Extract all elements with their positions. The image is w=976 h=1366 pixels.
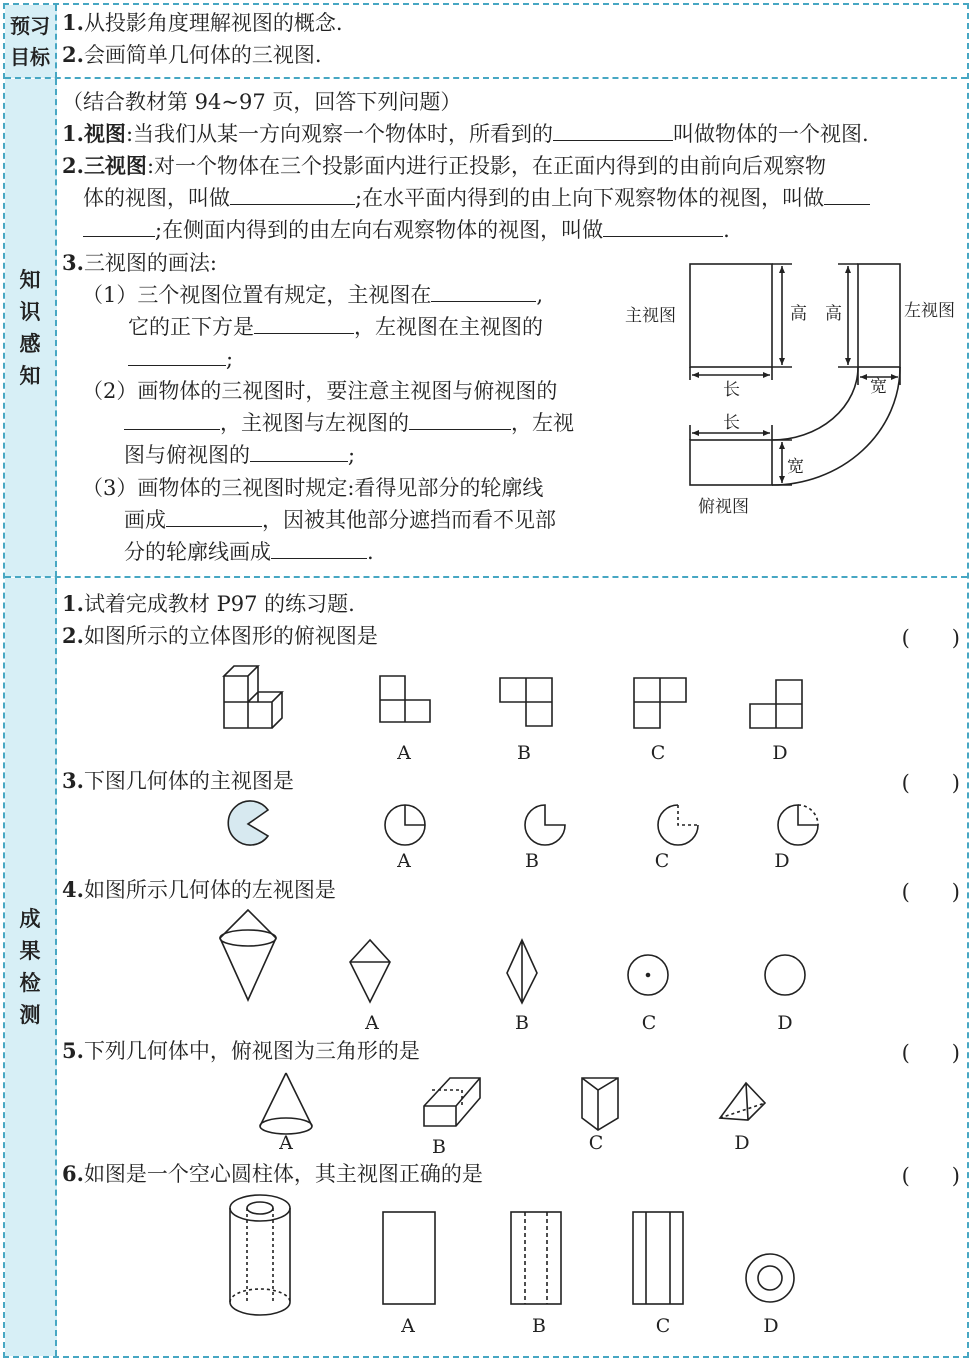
option-label: D <box>772 742 788 764</box>
q-text: ，左视图在主视图的 <box>354 315 543 339</box>
q-text: 试着完成教材 P97 的练习题. <box>83 592 355 616</box>
q-text: 如图是一个空心圆柱体，其主视图正确的是 <box>83 1162 483 1186</box>
knowledge-intro: （结合教材第 94~97 页，回答下列问题） <box>62 90 462 114</box>
q-text: 体的视图，叫做 <box>83 186 230 210</box>
goal-num: 1. <box>62 10 84 35</box>
q-text: :对一个物体在三个投影面内进行正投影，在正面内得到的由前向后观察物 <box>146 154 827 178</box>
option-label: A <box>397 742 411 764</box>
answer-blank[interactable] <box>166 506 262 527</box>
goal-text: 从投影角度理解视图的概念. <box>83 11 343 35</box>
option-label: C <box>655 1315 671 1337</box>
knowledge-q1 <box>62 120 869 148</box>
q-text: 下图几何体的主视图是 <box>83 769 294 793</box>
q6-figures <box>228 1190 808 1320</box>
q-num: 3. <box>62 768 84 793</box>
answer-blank[interactable] <box>824 184 870 205</box>
knowledge-q2-cont <box>83 184 870 212</box>
knowledge-q3-p1-cont: ; <box>128 345 233 373</box>
q-num: 3. <box>62 250 84 275</box>
answer-blank[interactable] <box>271 538 367 559</box>
option-label: B <box>525 850 539 872</box>
option-label: C <box>654 850 670 872</box>
q5-figures <box>250 1068 790 1138</box>
knowledge-q3-p3: （3）画物体的三视图时规定:看得见部分的轮廓线 <box>82 476 544 500</box>
q-text: 叫做物体的一个视图. <box>673 122 869 146</box>
knowledge-q3-p1-cont <box>128 313 543 341</box>
q-text: ，因被其他部分遮挡而看不见部 <box>262 508 556 532</box>
q-text: 画成 <box>124 508 166 532</box>
q-num: 5. <box>62 1038 84 1063</box>
knowledge-label-text: 知识感知 <box>19 268 41 388</box>
q-text: 它的正下方是 <box>128 315 254 339</box>
top-view-label: 俯视图 <box>698 497 749 517</box>
q-text: ;在侧面内得到的由左向右观察物体的视图，叫做 <box>155 218 604 242</box>
q-text: . <box>723 218 730 242</box>
q-text: 下列几何体中，俯视图为三角形的是 <box>83 1039 420 1063</box>
option-label: C <box>588 1132 604 1154</box>
q-num: 4. <box>62 877 84 902</box>
option-label: C <box>650 742 666 764</box>
q-text: ;在水平面内得到的由上向下观察物体的视图，叫做 <box>355 186 825 210</box>
q4-figures <box>215 905 815 1005</box>
option-label: D <box>777 1012 793 1034</box>
answer-blank[interactable] <box>230 184 355 205</box>
q-text: ，主视图与左视图的 <box>220 411 409 435</box>
answer-blank[interactable] <box>409 409 511 430</box>
knowledge-q3-p2: （2）画物体的三视图时，要注意主视图与俯视图的 <box>82 379 558 403</box>
check-q1 <box>62 590 355 618</box>
knowledge-label <box>5 79 57 577</box>
q-num: 6. <box>62 1161 84 1186</box>
q-num: 2. <box>62 153 84 178</box>
answer-blank[interactable] <box>83 216 155 237</box>
answer-paren[interactable]: ( ) <box>901 1041 960 1065</box>
q-term: 视图 <box>83 121 126 146</box>
option-label: B <box>532 1315 546 1337</box>
answer-paren[interactable]: ( ) <box>901 771 960 795</box>
answer-blank[interactable] <box>124 409 220 430</box>
goal-item <box>62 41 322 69</box>
front-view-rect <box>690 264 772 367</box>
q-term: 三视图 <box>83 153 147 178</box>
length-label: 长 <box>723 380 740 400</box>
height-label: 高 <box>790 304 807 324</box>
goals-label <box>5 5 57 78</box>
option-label: D <box>763 1315 779 1337</box>
knowledge-q3-p3-cont: 分的轮廓线画成 . <box>124 540 374 564</box>
answer-blank[interactable] <box>128 345 226 366</box>
q-text: 图与俯视图的 <box>124 443 250 467</box>
option-label: A <box>279 1132 293 1154</box>
answer-paren[interactable]: ( ) <box>901 626 960 650</box>
answer-blank[interactable] <box>553 120 673 141</box>
check-q3 <box>62 767 294 795</box>
section-divider <box>5 77 967 79</box>
side-view-rect <box>858 264 900 367</box>
knowledge-q3-p1: （1）三个视图位置有规定，主视图在 , <box>82 283 544 307</box>
option-label: B <box>432 1136 446 1158</box>
q-text: 分的轮廓线画成 <box>124 540 271 564</box>
answer-blank[interactable] <box>431 281 536 302</box>
check-q5 <box>62 1037 420 1065</box>
q-text: ，左视 <box>511 411 574 435</box>
goals-label-text: 预习目标 <box>10 13 50 69</box>
answer-paren[interactable]: ( ) <box>901 1164 960 1188</box>
knowledge-q3 <box>62 249 217 277</box>
top-view-rect <box>690 440 772 485</box>
option-label: C <box>641 1012 657 1034</box>
knowledge-q3-p2-cont <box>124 409 574 437</box>
option-label: A <box>365 1012 379 1034</box>
q-text: :当我们从某一方向观察一个物体时，所看到的 <box>125 122 554 146</box>
q-text: （1）三个视图位置有规定，主视图在 <box>82 283 432 307</box>
length-label: 长 <box>723 413 740 433</box>
check-q2 <box>62 622 378 650</box>
knowledge-q3-p2-cont: 图与俯视图的 ; <box>124 443 356 467</box>
height-label: 高 <box>825 304 842 324</box>
check-label-text: 成果检测 <box>19 907 41 1027</box>
check-q6 <box>62 1160 483 1188</box>
option-label: D <box>774 850 790 872</box>
answer-blank[interactable] <box>603 216 723 237</box>
width-label: 宽 <box>787 457 804 477</box>
option-label: D <box>734 1132 750 1154</box>
section-divider <box>5 576 967 578</box>
goal-num: 2. <box>62 42 84 67</box>
q-num: 1. <box>62 121 84 146</box>
q-num: 2. <box>62 623 84 648</box>
knowledge-q3-p3-cont <box>124 506 556 534</box>
knowledge-q2-cont <box>83 216 730 244</box>
answer-paren[interactable]: ( ) <box>901 880 960 904</box>
goal-item <box>62 9 343 37</box>
option-label: A <box>401 1315 415 1337</box>
option-label: B <box>517 742 531 764</box>
left-view-label: 左视图 <box>904 301 955 321</box>
q-text: 如图所示几何体的左视图是 <box>83 878 336 902</box>
option-label: A <box>397 850 411 872</box>
q-text: 如图所示的立体图形的俯视图是 <box>83 624 378 648</box>
answer-blank[interactable] <box>254 313 354 334</box>
q-text: 三视图的画法: <box>83 251 218 275</box>
q-num: 1. <box>62 591 84 616</box>
main-view-label: 主视图 <box>625 306 676 326</box>
width-label: 宽 <box>870 377 887 397</box>
check-q4 <box>62 876 336 904</box>
option-label: B <box>515 1012 529 1034</box>
knowledge-q2 <box>62 152 826 180</box>
goal-text: 会画简单几何体的三视图. <box>83 43 322 67</box>
answer-blank[interactable] <box>250 441 348 462</box>
check-label <box>5 578 57 1356</box>
